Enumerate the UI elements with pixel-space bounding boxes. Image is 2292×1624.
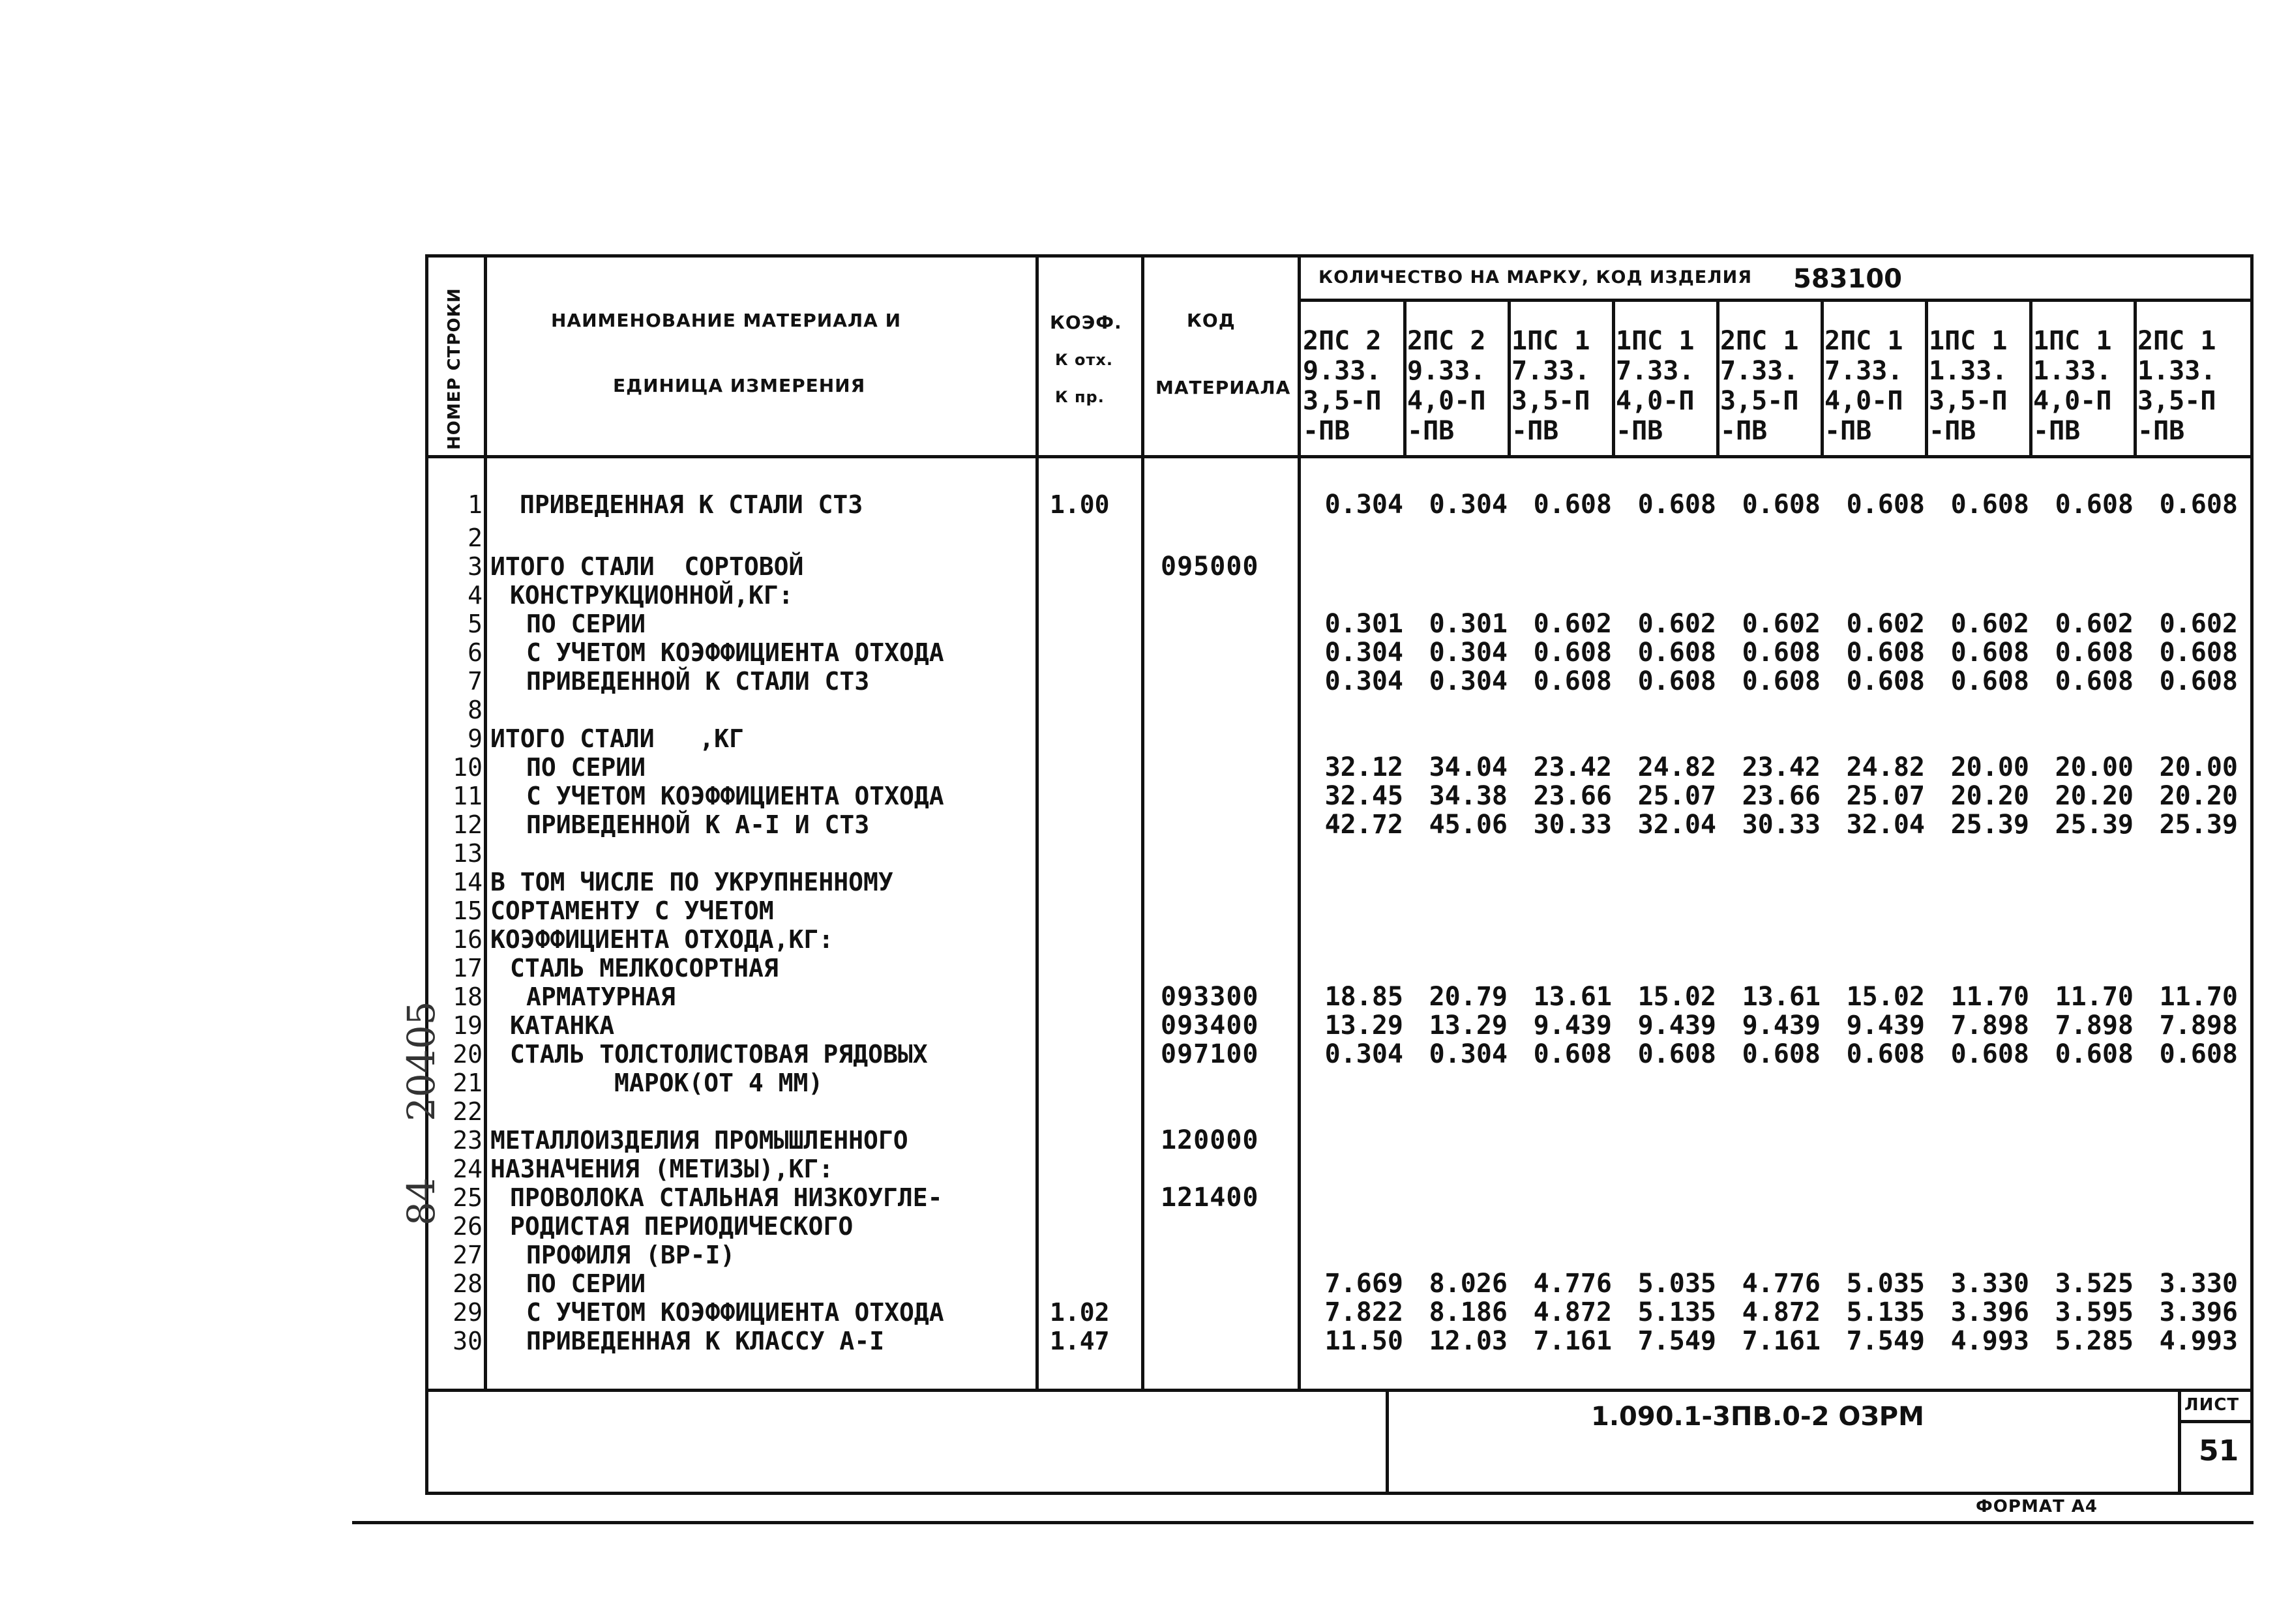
row-number: 15 bbox=[453, 896, 483, 925]
quantity-value: 0.304 bbox=[1429, 638, 1508, 668]
table-row bbox=[0, 581, 2292, 610]
material-name: ПРИВЕДЕННАЯ К СТАЛИ СТ3 bbox=[520, 490, 863, 519]
quantity-value: 0.608 bbox=[1846, 666, 1925, 696]
row-number: 23 bbox=[453, 1126, 483, 1155]
quantity-value: 0.602 bbox=[1742, 609, 1821, 639]
quantity-value: 4.993 bbox=[2159, 1326, 2238, 1356]
quantity-value: 25.07 bbox=[1637, 781, 1716, 811]
quantity-value: 0.608 bbox=[1742, 1039, 1821, 1069]
quantity-value: 0.608 bbox=[2055, 490, 2134, 520]
quantity-header: КОЛИЧЕСТВО НА МАРКУ, КОД ИЗДЕЛИЯ bbox=[1318, 267, 1753, 288]
row-number: 10 bbox=[453, 753, 483, 782]
quantity-value: 20.79 bbox=[1429, 982, 1508, 1012]
table-row bbox=[0, 1241, 2292, 1269]
quantity-value: 0.301 bbox=[1324, 609, 1403, 639]
quantity-value: 13.61 bbox=[1742, 982, 1821, 1012]
quantity-value: 4.872 bbox=[1533, 1297, 1612, 1327]
quantity-value: 32.04 bbox=[1846, 810, 1925, 840]
material-name: ПО СЕРИИ bbox=[526, 1269, 646, 1298]
coef-header-line3: К пр. bbox=[1055, 388, 1105, 406]
material-name: ПО СЕРИИ bbox=[526, 610, 646, 638]
row-number: 27 bbox=[453, 1241, 483, 1269]
table-row bbox=[0, 810, 2292, 839]
table-row bbox=[0, 696, 2292, 724]
row-number: 22 bbox=[453, 1097, 483, 1126]
quantity-value: 9.439 bbox=[1742, 1011, 1821, 1041]
quantity-value: 5.285 bbox=[2055, 1326, 2134, 1356]
quantity-value: 34.38 bbox=[1429, 781, 1508, 811]
quantity-value: 0.608 bbox=[1950, 490, 2029, 520]
divider-sheet-label bbox=[2178, 1420, 2254, 1423]
mark-header-2: 2ПС 2 9.33. 4,0-П -ПВ bbox=[1407, 326, 1486, 446]
material-name: ПРИВЕДЕННОЙ К СТАЛИ СТ3 bbox=[526, 667, 870, 696]
quantity-value: 4.776 bbox=[1533, 1269, 1612, 1299]
quantity-value: 0.608 bbox=[1950, 638, 2029, 668]
row-number: 5 bbox=[468, 610, 483, 638]
row-number: 7 bbox=[468, 667, 483, 696]
quantity-value: 0.608 bbox=[2159, 1039, 2238, 1069]
material-name: РОДИСТАЯ ПЕРИОДИЧЕСКОГО bbox=[510, 1212, 854, 1241]
material-name-header-line2: ЕДИНИЦА ИЗМЕРЕНИЯ bbox=[613, 375, 866, 396]
quantity-value: 0.608 bbox=[2055, 638, 2134, 668]
quantity-value: 25.07 bbox=[1846, 781, 1925, 811]
table-row bbox=[0, 782, 2292, 810]
material-name: СТАЛЬ МЕЛКОСОРТНАЯ bbox=[510, 954, 779, 982]
row-number: 19 bbox=[453, 1011, 483, 1040]
quantity-value: 25.39 bbox=[1950, 810, 2029, 840]
quantity-value: 0.608 bbox=[1742, 638, 1821, 668]
quantity-value: 4.776 bbox=[1742, 1269, 1821, 1299]
code-header-line1: КОД bbox=[1187, 310, 1236, 331]
table-row bbox=[0, 954, 2292, 982]
table-row bbox=[0, 610, 2292, 638]
row-number: 28 bbox=[453, 1269, 483, 1298]
mark-header-3: 1ПС 1 7.33. 3,5-П -ПВ bbox=[1511, 326, 1590, 446]
quantity-value: 42.72 bbox=[1324, 810, 1403, 840]
quantity-value: 23.66 bbox=[1742, 781, 1821, 811]
quantity-value: 7.549 bbox=[1846, 1326, 1925, 1356]
quantity-value: 9.439 bbox=[1637, 1011, 1716, 1041]
quantity-value: 9.439 bbox=[1533, 1011, 1612, 1041]
table-row bbox=[0, 1269, 2292, 1298]
quantity-value: 20.20 bbox=[1950, 781, 2029, 811]
divider-sheet-box bbox=[2178, 1389, 2181, 1495]
quantity-value: 0.602 bbox=[1637, 609, 1716, 639]
quantity-value: 0.602 bbox=[1533, 609, 1612, 639]
material-code: 097100 bbox=[1161, 1039, 1259, 1069]
quantity-value: 7.669 bbox=[1324, 1269, 1403, 1299]
quantity-value: 3.396 bbox=[1950, 1297, 2029, 1327]
inventory-extra-note: 84 bbox=[399, 1177, 443, 1226]
material-name: СТАЛЬ ТОЛСТОЛИСТОВАЯ РЯДОВЫХ bbox=[510, 1040, 928, 1069]
quantity-value: 0.608 bbox=[2159, 490, 2238, 520]
material-code: 121400 bbox=[1161, 1183, 1259, 1213]
document-code: 1.090.1-3ПВ.0-2 ОЗРМ bbox=[1591, 1402, 1924, 1432]
row-number: 11 bbox=[453, 782, 483, 810]
divider-header-bottom bbox=[425, 455, 2254, 458]
table-row bbox=[0, 982, 2292, 1011]
table-row bbox=[0, 1097, 2292, 1126]
quantity-value: 3.396 bbox=[2159, 1297, 2238, 1327]
row-number: 6 bbox=[468, 638, 483, 667]
product-code: 583100 bbox=[1793, 264, 1902, 294]
material-name: ПРИВЕДЕННОЙ К А-I И СТ3 bbox=[526, 810, 870, 839]
mark-header-8: 1ПС 1 1.33. 4,0-П -ПВ bbox=[2033, 326, 2112, 446]
quantity-value: 0.608 bbox=[1533, 666, 1612, 696]
table-row bbox=[0, 1327, 2292, 1355]
quantity-value: 0.608 bbox=[1533, 1039, 1612, 1069]
table-row bbox=[0, 1011, 2292, 1040]
quantity-value: 13.29 bbox=[1324, 1011, 1403, 1041]
quantity-value: 0.608 bbox=[2055, 666, 2134, 696]
table-row bbox=[0, 1155, 2292, 1183]
material-code: 095000 bbox=[1161, 552, 1259, 582]
coef-header-line2: К отх. bbox=[1055, 351, 1113, 369]
table-row bbox=[0, 1069, 2292, 1097]
mark-header-1: 2ПС 2 9.33. 3,5-П -ПВ bbox=[1303, 326, 1382, 446]
quantity-value: 30.33 bbox=[1742, 810, 1821, 840]
sheet-label: ЛИСТ bbox=[2184, 1395, 2240, 1415]
quantity-value: 13.61 bbox=[1533, 982, 1612, 1012]
quantity-value: 7.898 bbox=[2159, 1011, 2238, 1041]
quantity-value: 0.608 bbox=[2055, 1039, 2134, 1069]
quantity-value: 18.85 bbox=[1324, 982, 1403, 1012]
row-number: 13 bbox=[453, 839, 483, 868]
quantity-value: 11.70 bbox=[1950, 982, 2029, 1012]
row-number: 21 bbox=[453, 1069, 483, 1097]
quantity-value: 23.42 bbox=[1533, 752, 1612, 782]
row-number: 26 bbox=[453, 1212, 483, 1241]
table-row bbox=[0, 1183, 2292, 1212]
quantity-value: 11.70 bbox=[2159, 982, 2238, 1012]
mark-header-7: 1ПС 1 1.33. 3,5-П -ПВ bbox=[1929, 326, 2008, 446]
quantity-value: 0.608 bbox=[1533, 490, 1612, 520]
quantity-value: 5.135 bbox=[1846, 1297, 1925, 1327]
quantity-value: 0.608 bbox=[1846, 638, 1925, 668]
quantity-value: 0.608 bbox=[1637, 666, 1716, 696]
row-number: 4 bbox=[468, 581, 483, 610]
quantity-value: 20.20 bbox=[2159, 781, 2238, 811]
quantity-value: 24.82 bbox=[1637, 752, 1716, 782]
quantity-value: 0.602 bbox=[2055, 609, 2134, 639]
quantity-value: 4.993 bbox=[1950, 1326, 2029, 1356]
row-number: 17 bbox=[453, 954, 483, 982]
table-row bbox=[0, 552, 2292, 581]
row-number: 29 bbox=[453, 1298, 483, 1327]
quantity-value: 7.898 bbox=[2055, 1011, 2134, 1041]
material-name: КОНСТРУКЦИОННОЙ,КГ: bbox=[510, 581, 794, 610]
material-name: КОЭФФИЦИЕНТА ОТХОДА,КГ: bbox=[490, 925, 834, 954]
row-number: 25 bbox=[453, 1183, 483, 1212]
quantity-value: 32.04 bbox=[1637, 810, 1716, 840]
material-name: ПРОВОЛОКА СТАЛЬНАЯ НИЗКОУГЛЕ- bbox=[510, 1183, 943, 1212]
quantity-value: 0.602 bbox=[2159, 609, 2238, 639]
quantity-value: 25.39 bbox=[2055, 810, 2134, 840]
quantity-value: 11.50 bbox=[1324, 1326, 1403, 1356]
quantity-value: 0.608 bbox=[1637, 490, 1716, 520]
table-row bbox=[0, 1126, 2292, 1155]
quantity-value: 0.608 bbox=[1950, 666, 2029, 696]
quantity-value: 7.898 bbox=[1950, 1011, 2029, 1041]
quantity-value: 30.33 bbox=[1533, 810, 1612, 840]
quantity-value: 0.602 bbox=[1846, 609, 1925, 639]
material-name: С УЧЕТОМ КОЭФФИЦИЕНТА ОТХОДА bbox=[526, 782, 944, 810]
material-name: ПО СЕРИИ bbox=[526, 753, 646, 782]
table-row bbox=[0, 839, 2292, 868]
material-name: МЕТАЛЛОИЗДЕЛИЯ ПРОМЫШЛЕННОГО bbox=[490, 1126, 908, 1155]
quantity-value: 7.549 bbox=[1637, 1326, 1716, 1356]
table-row bbox=[0, 868, 2292, 896]
row-number: 30 bbox=[453, 1327, 483, 1355]
row-number: 16 bbox=[453, 925, 483, 954]
table-row bbox=[0, 1212, 2292, 1241]
quantity-value: 5.135 bbox=[1637, 1297, 1716, 1327]
table-row bbox=[0, 667, 2292, 696]
quantity-value: 15.02 bbox=[1637, 982, 1716, 1012]
quantity-value: 0.301 bbox=[1429, 609, 1508, 639]
inventory-number-note: 20405 bbox=[399, 1001, 443, 1121]
material-name: ПРИВЕДЕННАЯ К КЛАССУ А-I bbox=[526, 1327, 885, 1355]
quantity-value: 0.304 bbox=[1324, 490, 1403, 520]
coef-header-line1: КОЭФ. bbox=[1050, 312, 1122, 333]
quantity-value: 12.03 bbox=[1429, 1326, 1508, 1356]
bottom-rule bbox=[352, 1521, 2254, 1524]
material-name: МАРОК(ОТ 4 ММ) bbox=[614, 1069, 824, 1097]
quantity-value: 0.304 bbox=[1429, 666, 1508, 696]
material-code: 093300 bbox=[1161, 982, 1259, 1012]
row-number: 3 bbox=[468, 552, 483, 581]
quantity-value: 20.00 bbox=[2159, 752, 2238, 782]
table-row bbox=[0, 753, 2292, 782]
quantity-value: 0.608 bbox=[1637, 1039, 1716, 1069]
material-name: СОРТАМЕНТУ С УЧЕТОМ bbox=[490, 896, 774, 925]
material-name: ИТОГО СТАЛИ ,КГ bbox=[490, 724, 744, 753]
quantity-value: 0.608 bbox=[2159, 666, 2238, 696]
material-name: С УЧЕТОМ КОЭФФИЦИЕНТА ОТХОДА bbox=[526, 638, 944, 667]
quantity-value: 0.304 bbox=[1324, 666, 1403, 696]
material-name: ПРОФИЛЯ (ВР-I) bbox=[526, 1241, 736, 1269]
divider-titleblock bbox=[1386, 1389, 1389, 1495]
table-row bbox=[0, 1040, 2292, 1069]
quantity-value: 13.29 bbox=[1429, 1011, 1508, 1041]
coefficient: 1.00 bbox=[1050, 490, 1110, 519]
quantity-value: 15.02 bbox=[1846, 982, 1925, 1012]
material-code: 120000 bbox=[1161, 1125, 1259, 1155]
table-row bbox=[0, 524, 2292, 552]
quantity-value: 23.42 bbox=[1742, 752, 1821, 782]
quantity-value: 45.06 bbox=[1429, 810, 1508, 840]
quantity-value: 8.026 bbox=[1429, 1269, 1508, 1299]
quantity-value: 11.70 bbox=[2055, 982, 2134, 1012]
mark-header-6: 2ПС 1 7.33. 4,0-П -ПВ bbox=[1824, 326, 1903, 446]
row-number-header: НОМЕР СТРОКИ bbox=[445, 288, 464, 450]
quantity-value: 20.20 bbox=[2055, 781, 2134, 811]
row-number: 14 bbox=[453, 868, 483, 896]
quantity-value: 20.00 bbox=[2055, 752, 2134, 782]
quantity-value: 3.330 bbox=[2159, 1269, 2238, 1299]
quantity-value: 20.00 bbox=[1950, 752, 2029, 782]
coefficient: 1.47 bbox=[1050, 1327, 1110, 1355]
quantity-value: 0.608 bbox=[1637, 638, 1716, 668]
mark-header-4: 1ПС 1 7.33. 4,0-П -ПВ bbox=[1616, 326, 1695, 446]
quantity-value: 0.608 bbox=[1950, 1039, 2029, 1069]
material-code: 093400 bbox=[1161, 1011, 1259, 1041]
quantity-value: 0.608 bbox=[1742, 666, 1821, 696]
mark-header-5: 2ПС 1 7.33. 3,5-П -ПВ bbox=[1720, 326, 1799, 446]
coefficient: 1.02 bbox=[1050, 1298, 1110, 1327]
material-name-header-line1: НАИМЕНОВАНИЕ МАТЕРИАЛА И bbox=[551, 310, 902, 331]
quantity-value: 3.595 bbox=[2055, 1297, 2134, 1327]
table-row bbox=[0, 638, 2292, 667]
row-number: 20 bbox=[453, 1040, 483, 1069]
quantity-value: 4.872 bbox=[1742, 1297, 1821, 1327]
table-row bbox=[0, 724, 2292, 753]
quantity-value: 5.035 bbox=[1637, 1269, 1716, 1299]
format-label: ФОРМАТ А4 bbox=[1976, 1497, 2098, 1516]
quantity-value: 9.439 bbox=[1846, 1011, 1925, 1041]
material-name: КАТАНКА bbox=[510, 1011, 615, 1040]
quantity-value: 0.304 bbox=[1324, 638, 1403, 668]
quantity-value: 0.304 bbox=[1429, 490, 1508, 520]
row-number: 2 bbox=[468, 524, 483, 552]
table-row bbox=[0, 896, 2292, 925]
row-number: 18 bbox=[453, 982, 483, 1011]
quantity-value: 0.608 bbox=[1846, 1039, 1925, 1069]
quantity-value: 8.186 bbox=[1429, 1297, 1508, 1327]
material-name: С УЧЕТОМ КОЭФФИЦИЕНТА ОТХОДА bbox=[526, 1298, 944, 1327]
material-name: НАЗНАЧЕНИЯ (МЕТИЗЫ),КГ: bbox=[490, 1155, 834, 1183]
material-name: В ТОМ ЧИСЛЕ ПО УКРУПНЕННОМУ bbox=[490, 868, 893, 896]
row-number: 1 bbox=[468, 490, 483, 519]
quantity-value: 7.822 bbox=[1324, 1297, 1403, 1327]
quantity-value: 0.608 bbox=[2159, 638, 2238, 668]
quantity-value: 23.66 bbox=[1533, 781, 1612, 811]
quantity-value: 0.602 bbox=[1950, 609, 2029, 639]
divider-quantity-header bbox=[1298, 299, 2254, 302]
quantity-value: 25.39 bbox=[2159, 810, 2238, 840]
mark-header-9: 2ПС 1 1.33. 3,5-П -ПВ bbox=[2137, 326, 2216, 446]
quantity-value: 3.330 bbox=[1950, 1269, 2029, 1299]
sheet-number: 51 bbox=[2199, 1434, 2239, 1468]
quantity-value: 0.608 bbox=[1846, 490, 1925, 520]
quantity-value: 0.608 bbox=[1533, 638, 1612, 668]
material-name: ИТОГО СТАЛИ СОРТОВОЙ bbox=[490, 552, 804, 581]
row-number: 8 bbox=[468, 696, 483, 724]
quantity-value: 32.12 bbox=[1324, 752, 1403, 782]
quantity-value: 7.161 bbox=[1533, 1326, 1612, 1356]
material-name: АРМАТУРНАЯ bbox=[526, 982, 676, 1011]
quantity-value: 3.525 bbox=[2055, 1269, 2134, 1299]
quantity-value: 0.304 bbox=[1429, 1039, 1508, 1069]
quantity-value: 0.304 bbox=[1324, 1039, 1403, 1069]
quantity-value: 0.608 bbox=[1742, 490, 1821, 520]
divider-body-bottom bbox=[425, 1389, 2254, 1392]
table-row bbox=[0, 490, 2292, 519]
quantity-value: 24.82 bbox=[1846, 752, 1925, 782]
table-row bbox=[0, 1298, 2292, 1327]
quantity-value: 7.161 bbox=[1742, 1326, 1821, 1356]
row-number: 24 bbox=[453, 1155, 483, 1183]
quantity-value: 32.45 bbox=[1324, 781, 1403, 811]
quantity-value: 34.04 bbox=[1429, 752, 1508, 782]
row-number: 9 bbox=[468, 724, 483, 753]
code-header-line2: МАТЕРИАЛА bbox=[1155, 377, 1291, 398]
row-number: 12 bbox=[453, 810, 483, 839]
table-row bbox=[0, 925, 2292, 954]
quantity-value: 5.035 bbox=[1846, 1269, 1925, 1299]
